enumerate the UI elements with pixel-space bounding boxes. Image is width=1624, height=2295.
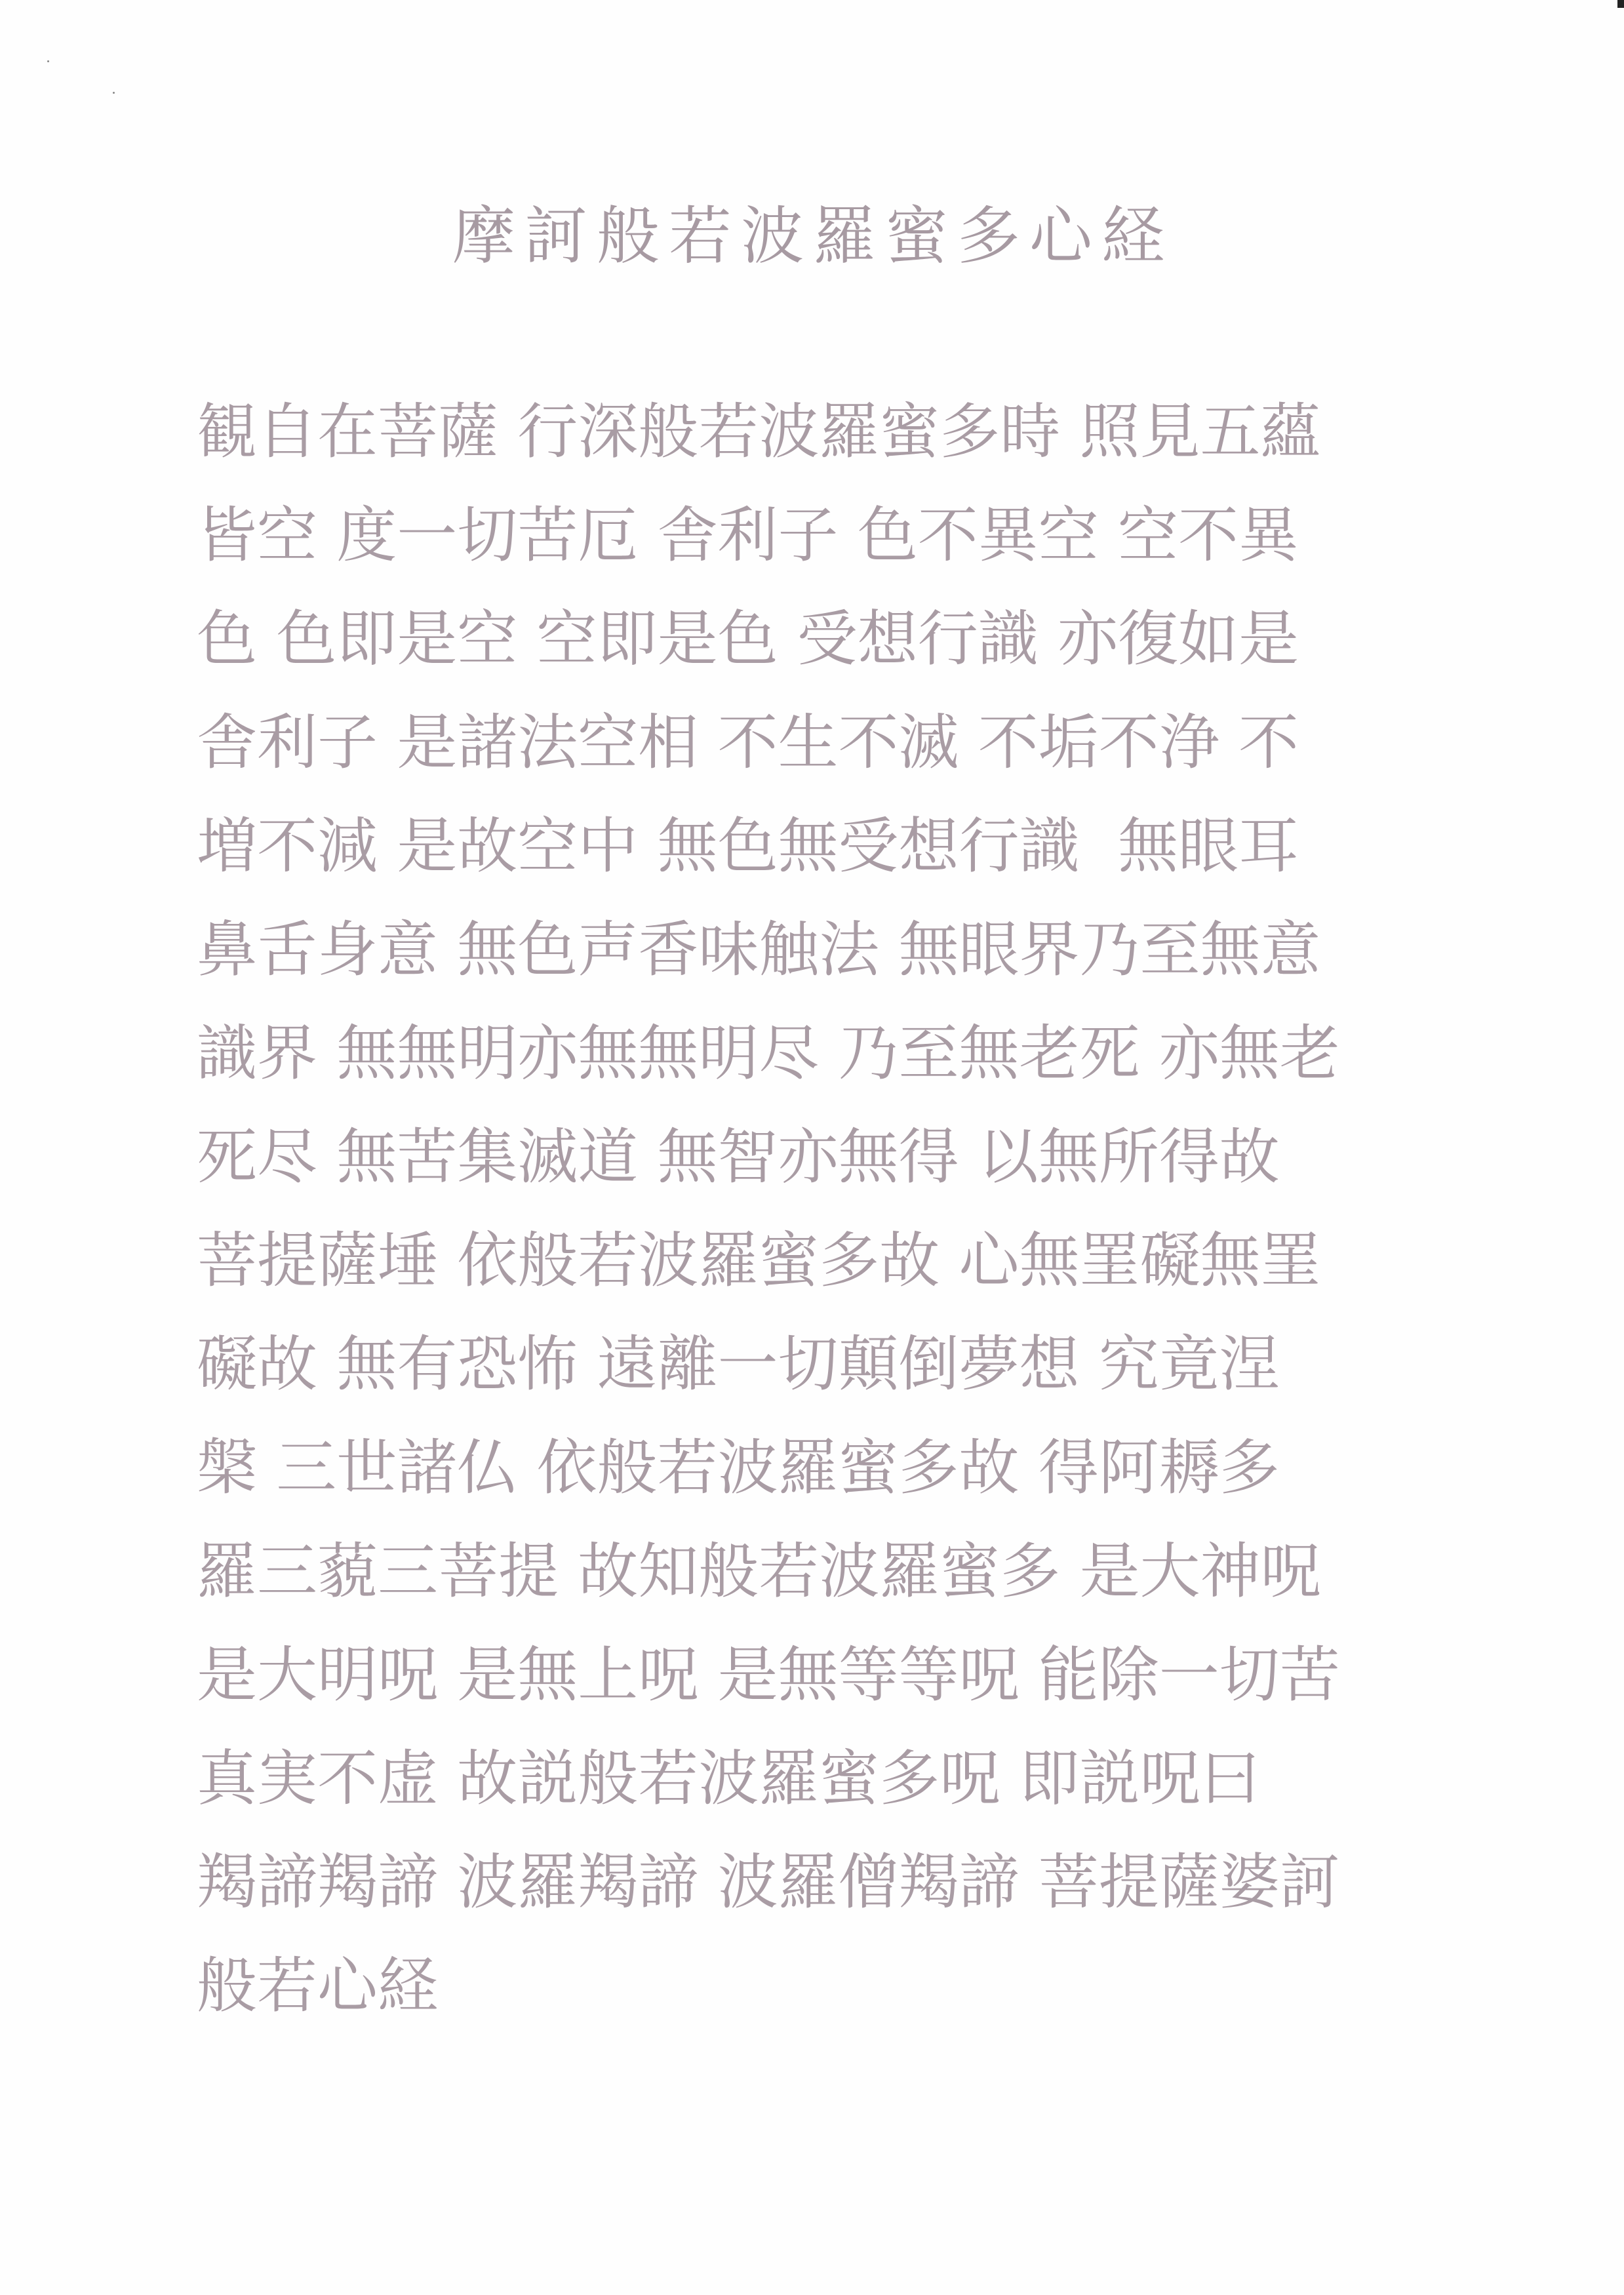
- scan-edge-mark: [1617, 0, 1624, 8]
- text-line: 礙故 無有恐怖 遠離一切顛倒夢想 究竟涅: [197, 1329, 1280, 1399]
- text-line: 増不減 是故空中 無色無受想行識 無眼耳: [197, 811, 1299, 881]
- text-line: 死尽 無苦集滅道 無智亦無得 以無所得故: [197, 1122, 1280, 1192]
- text-line: 羅三藐三菩提 故知般若波羅蜜多 是大神呪: [197, 1536, 1321, 1606]
- text-line: 観自在菩薩 行深般若波羅蜜多時 照見五蘊: [197, 397, 1321, 467]
- text-line: 是大明呪 是無上呪 是無等等呪 能除一切苦: [197, 1640, 1340, 1710]
- text-line: 皆空 度一切苦厄 舎利子 色不異空 空不異: [197, 500, 1299, 570]
- text-line: 鼻舌身意 無色声香味触法 無眼界乃至無意: [197, 915, 1321, 985]
- text-line: 真実不虚 故説般若波羅蜜多呪 即説呪曰: [197, 1744, 1261, 1814]
- text-line: 識界 無無明亦無無明尽 乃至無老死 亦無老: [197, 1018, 1340, 1088]
- sutra-body: [197, 380, 1442, 2038]
- scan-speck: [113, 92, 115, 94]
- text-line: 菩提薩埵 依般若波羅蜜多故 心無罣礙無罣: [197, 1226, 1321, 1296]
- text-line: 色 色即是空 空即是色 受想行識 亦復如是: [197, 604, 1299, 674]
- document-title: 摩訶般若波羅蜜多心経: [452, 199, 1174, 273]
- text-line: 舎利子 是諸法空相 不生不滅 不垢不浄 不: [197, 708, 1299, 778]
- text-line: 般若心経: [197, 1951, 439, 2021]
- scan-speck: [47, 60, 49, 62]
- text-line: 槃 三世諸仏 依般若波羅蜜多故 得阿耨多: [197, 1433, 1280, 1503]
- text-line: 羯諦羯諦 波羅羯諦 波羅僧羯諦 菩提薩婆訶: [197, 1847, 1340, 1917]
